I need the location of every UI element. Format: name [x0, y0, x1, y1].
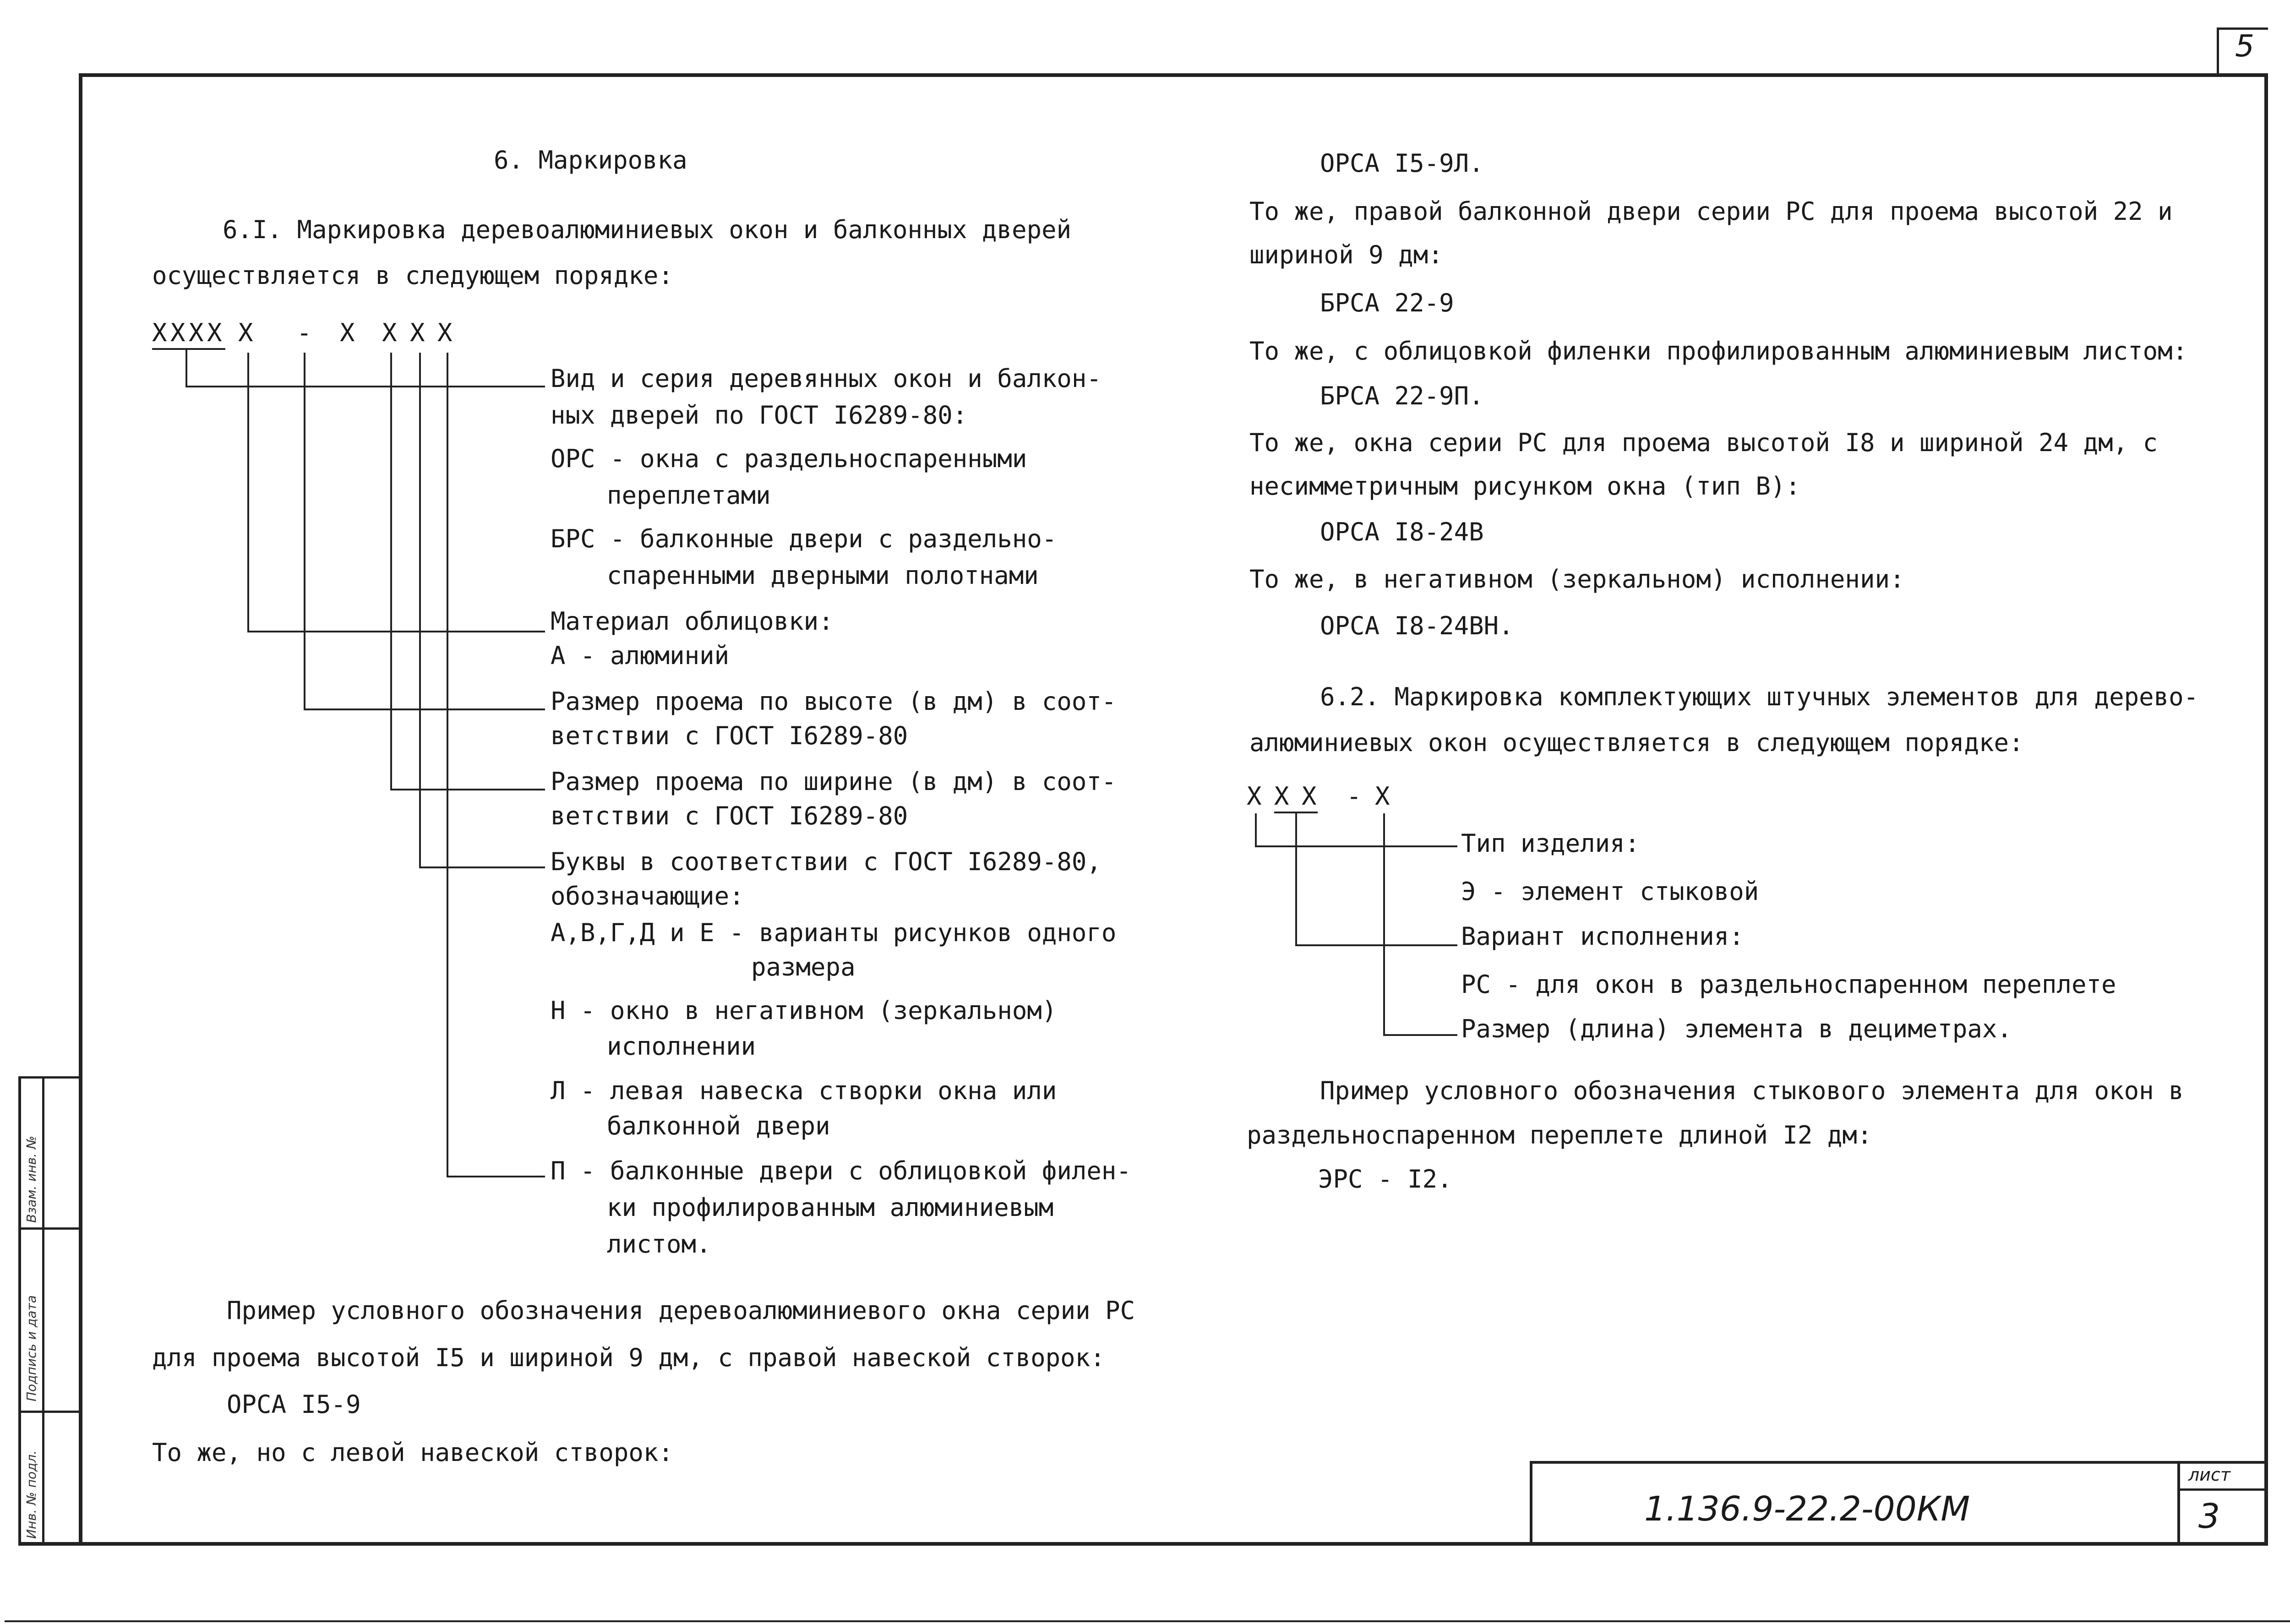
s3-line2: несимметричным рисунком окна (тип В): — [1249, 472, 1800, 501]
code-1: ОРСА I5-9Л. — [1320, 149, 1484, 178]
scheme-line-2 — [247, 631, 545, 632]
d2-line2: А - алюминий — [551, 641, 730, 670]
scheme-brace-v — [185, 350, 187, 387]
stamp-cell-1: Инв. № подл. — [24, 1450, 39, 1539]
corner-sheet-number: 5 — [2235, 28, 2254, 64]
d4-line2: ветствии с ГОСТ I6289-80 — [551, 801, 908, 830]
d5-n2: исполнении — [607, 1032, 756, 1061]
scheme-x3: X — [189, 318, 204, 347]
d5-a1: А,В,Г,Д и Е - варианты рисунков одного — [551, 918, 1117, 947]
scheme2-line-1 — [1255, 845, 1457, 847]
scheme-underline — [152, 348, 225, 350]
frame-top — [79, 73, 2268, 77]
example-code: ОРСА I5-9 — [227, 1390, 361, 1419]
p62-line2: алюминиевых окон осуществляется в следующем порядке: — [1249, 728, 2024, 757]
scheme2-v-2 — [1295, 813, 1297, 946]
stamp-inner-edge — [42, 1076, 44, 1546]
scheme2-x4: X — [1375, 782, 1390, 811]
d1-ors1: ОРС - окна с раздельноспаренными — [551, 444, 1027, 473]
e5: Размер (длина) элемента в дециметрах. — [1461, 1014, 2012, 1043]
p61-line1: 6.I. Маркировка деревоалюминиевых окон и балконных дверей — [223, 215, 1072, 244]
frame-right — [2264, 73, 2268, 1546]
scheme-line-4 — [390, 789, 545, 790]
title-block-sheet-line — [2177, 1488, 2268, 1491]
scheme-x4: X — [207, 318, 222, 347]
d3-line2: ветствии с ГОСТ I6289-80 — [551, 721, 908, 750]
e3: Вариант исполнения: — [1461, 922, 1744, 951]
code-5: ОРСА I8-24ВН. — [1320, 611, 1514, 640]
scheme-v-3 — [304, 353, 305, 710]
scheme2-v-1 — [1255, 813, 1257, 847]
scheme-x7: X — [382, 318, 397, 347]
scheme2-line-3 — [1383, 1034, 1457, 1036]
d5-l1: Л - левая навеска створки окна или — [551, 1076, 1057, 1105]
d1-line2: ных дверей по ГОСТ I6289-80: — [551, 401, 968, 430]
ex-line3: ЭРС - I2. — [1318, 1165, 1452, 1193]
e4: РС - для окон в раздельноспаренном переплете — [1461, 970, 2116, 999]
title-block-top — [1530, 1461, 2268, 1464]
scheme2-v-3 — [1383, 813, 1385, 1036]
scheme-x5: X — [238, 318, 253, 347]
scheme-x6: X — [340, 318, 355, 347]
sheet-number: 3 — [2198, 1497, 2220, 1536]
frame-bottom — [18, 1542, 2268, 1546]
title-block-left — [1530, 1461, 1532, 1543]
ex-line2: раздельноспаренном переплете длиной I2 дм: — [1247, 1121, 1872, 1150]
scheme-v-2 — [247, 353, 249, 632]
ex-line1: Пример условного обозначения стыкового элемента для окон в — [1320, 1076, 2184, 1105]
s3-line1: То же, окна серии РС для проема высотой I8 и шириной 24 дм, с — [1249, 428, 2158, 457]
code-4: ОРСА I8-24В — [1320, 518, 1484, 546]
d5-l2: балконной двери — [607, 1112, 830, 1140]
example-line2: для проема высотой I5 и шириной 9 дм, с правой навеской створок: — [152, 1343, 1105, 1372]
d5-n1: Н - окно в негативном (зеркальном) — [551, 996, 1057, 1025]
d1-brs2: спаренными дверными полотнами — [607, 561, 1039, 590]
title-block-divider — [2177, 1461, 2180, 1543]
d1-line1: Вид и серия деревянных окон и балкон- — [551, 364, 1101, 393]
s1-line2: шириной 9 дм: — [1249, 240, 1443, 269]
d6-line1: П - балконные двери с облицовкой филен- — [551, 1156, 1131, 1185]
scheme-v-5 — [419, 353, 421, 868]
frame-left — [79, 73, 82, 1546]
scheme2-line-2 — [1295, 944, 1457, 946]
e1: Тип изделия: — [1461, 829, 1640, 858]
section-heading: 6. Маркировка — [494, 146, 687, 174]
corner-box-left — [2217, 27, 2219, 77]
stamp-div2 — [18, 1411, 82, 1413]
scheme-x1: X — [152, 318, 167, 347]
scheme-x2: X — [170, 318, 185, 347]
scheme2-x1: X — [1247, 782, 1262, 811]
scheme-line-3 — [304, 708, 545, 710]
scheme-line-1 — [185, 386, 545, 387]
d5-line2: обозначающие: — [551, 882, 744, 910]
stamp-cell-2: Подпись и дата — [24, 1295, 39, 1401]
scheme-line-5 — [419, 866, 545, 868]
d6-line2: ки профилированным алюминиевым — [607, 1193, 1054, 1222]
code-3: БРСА 22-9П. — [1320, 381, 1484, 410]
d5-line1: Буквы в соответствии с ГОСТ I6289-80, — [551, 847, 1101, 876]
scheme2-x2: X — [1274, 782, 1289, 811]
scheme-x9: X — [437, 318, 453, 347]
s2-line: То же, с облицовкой филенки профилированным алюминиевым листом: — [1249, 337, 2188, 365]
example-line1: Пример условного обозначения деревоалюминиевого окна серии РС — [227, 1296, 1135, 1325]
d4-line1: Размер проема по ширине (в дм) в соот- — [551, 767, 1117, 796]
stamp-cell-3: Взам. инв. № — [24, 1135, 39, 1223]
stamp-div1 — [18, 1227, 82, 1230]
d3-line1: Размер проема по высоте (в дм) в соот- — [551, 687, 1117, 716]
example-line3: То же, но с левой навеской створок: — [152, 1438, 673, 1467]
stamp-top — [18, 1076, 82, 1079]
document-designation: 1.136.9-22.2-00КМ — [1644, 1489, 1970, 1529]
scheme2-dash: - — [1347, 782, 1362, 811]
sheet-label: лист — [2188, 1465, 2231, 1485]
d6-line3: листом. — [607, 1230, 711, 1259]
scheme-x8: X — [410, 318, 425, 347]
scheme-v-6 — [447, 353, 448, 1177]
scheme-line-6 — [447, 1176, 545, 1177]
code-2: БРСА 22-9 — [1320, 289, 1454, 317]
scheme-v-4 — [390, 353, 392, 790]
p61-line2: осуществляется в следующем порядке: — [152, 261, 673, 290]
d1-brs1: БРС - балконные двери с раздельно- — [551, 524, 1057, 553]
scheme-dash: - — [297, 318, 312, 347]
d2-line1: Материал облицовки: — [551, 607, 834, 636]
stamp-left-edge — [18, 1076, 21, 1546]
p62-line1: 6.2. Маркировка комплектующих штучных элементов для дерево- — [1320, 682, 2199, 711]
scheme2-x3: X — [1302, 782, 1317, 811]
s4-line: То же, в негативном (зеркальном) исполнении: — [1249, 565, 1905, 594]
s1-line1: То же, правой балконной двери серии РС для проема высотой 22 и — [1249, 197, 2173, 226]
page-bottom-edge — [5, 1620, 2290, 1622]
d5-a2: размера — [751, 953, 856, 981]
e2: Э - элемент стыковой — [1461, 877, 1759, 906]
d1-ors2: переплетами — [607, 481, 771, 510]
